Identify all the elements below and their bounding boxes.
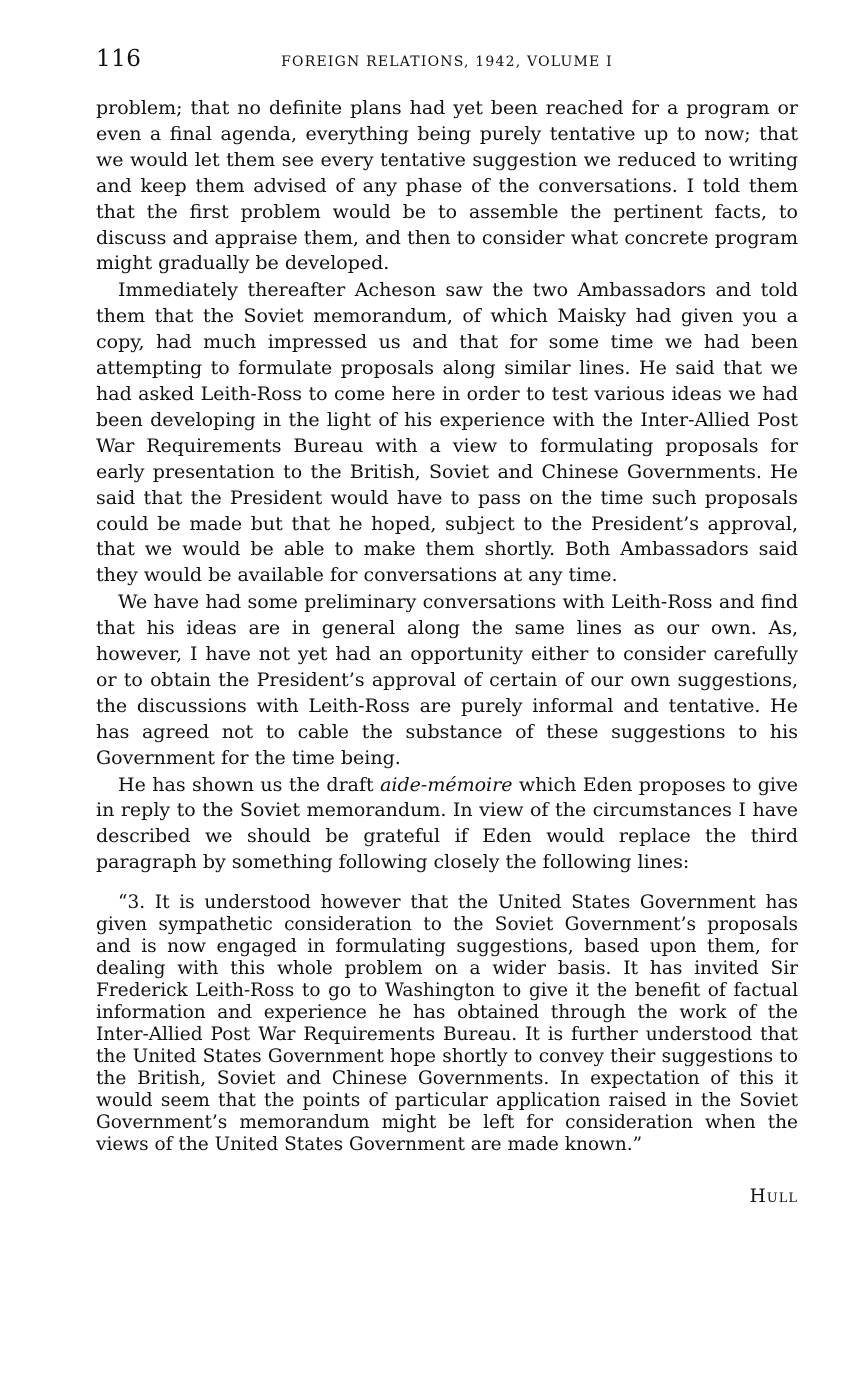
- running-head: FOREIGN RELATIONS, 1942, VOLUME I: [281, 54, 613, 70]
- page-number: 116: [96, 46, 142, 72]
- paragraph-acheson: Immediately thereafter Acheson saw the two Ambassadors and told them that the Soviet memorandum, of which Maisky had given you a copy, had much impressed us and that for some time we had been attempting to formulate proposals along similar lines. He said that we had asked Leith-Ross to come here in order to test various ideas we had been developing in the light of his experience with the Inter-Allied Post War Requirements Bureau with a view to formulating proposals for early presentation to the British, Soviet and Chinese Governments. He said that the President would have to pass on the time such proposals could be made but that he hoped, subject to the President’s approval, that we would be able to make them shortly. Both Ambassadors said they would be available for conversations at any time.: [96, 279, 798, 587]
- quoted-passage: [96, 892, 798, 1156]
- paragraph-leith-ross: We have had some preliminary conversations with Leith-Ross and find that his ideas are in general along the same lines as our own. As, however, I have not yet had an opportunity either to consider carefully or to obtain the President’s approval of certain of our own suggestions, the discussions with Leith-Ross are purely informal and tentative. He has agreed not to cable the substance of these suggestions to his Government for the time being.: [96, 591, 798, 769]
- aide-memoire-term: aide-mémoire: [380, 773, 513, 796]
- quoted-paragraph: “3. It is understood however that the United States Government has given sympathetic consideration to the Soviet Government’s proposals and is now engaged in formulating suggestions, based upon them, for dealing with this whole problem on a wider basis. It has invited Sir Frederick Leith-Ross to go to Washington to give it the benefit of factual information and experience he has obtained through the work of the Inter-Allied Post War Requirements Bureau. It is further understood that the United States Government hope shortly to convey their suggestions to the British, Soviet and Chinese Governments. In expectation of this it would seem that the points of particular application raised in the Soviet Government’s memorandum might be left for consideration when the views of the United States Government are made known.”: [96, 892, 798, 1156]
- body-text: [96, 96, 798, 876]
- paragraph-continued: problem; that no definite plans had yet been reached for a program or even a final agenda, everything being purely tentative up to now; that we would let them see every tentative suggestion we reduced to writing and keep them advised of any phase of the conversations. I told them that the first problem would be to assemble the pertinent facts, to discuss and appraise them, and then to consider what concrete program might gradually be developed.: [96, 97, 798, 275]
- paragraph-aide-memoire: [96, 773, 798, 877]
- paragraph-text-after: which Eden proposes to give in reply to the Soviet memorandum. In view of the circumstances I have described we should be grateful if Eden would replace the third paragraph by something following closely the following lines:: [96, 773, 798, 874]
- document-page: [96, 46, 798, 1207]
- signature: Hull: [749, 1186, 798, 1208]
- page-header: [96, 46, 798, 82]
- paragraph-text-before: He has shown us the draft: [118, 773, 381, 796]
